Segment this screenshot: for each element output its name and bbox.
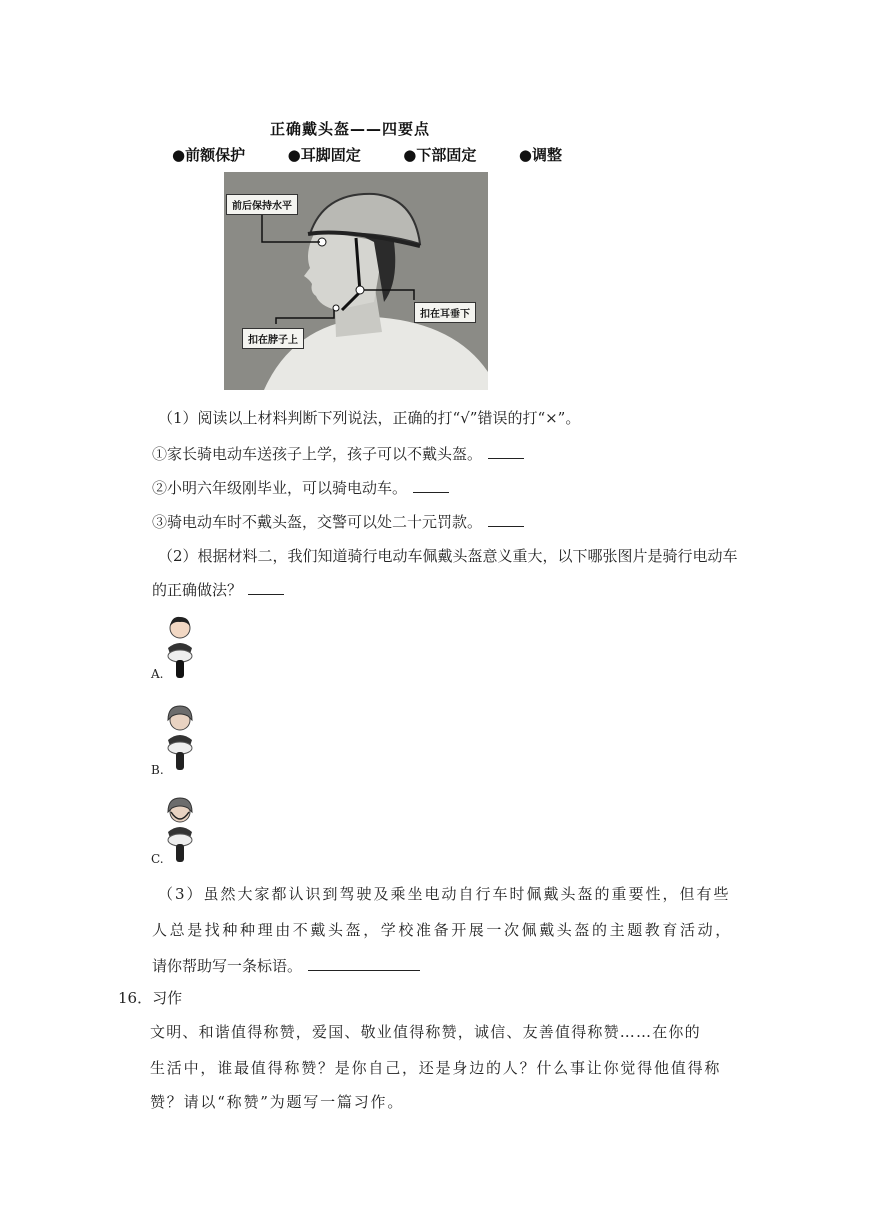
q16-line-2: 生活中，谁最值得称赞？是你自己，还是身边的人？什么事让你觉得他值得称 [150, 1059, 722, 1077]
option-b-image[interactable] [160, 704, 200, 774]
answer-blank-q2[interactable] [248, 580, 284, 595]
q3-line-2: 人总是找种种理由不戴头盔，学校准备开展一次佩戴头盔的主题教育活动， [152, 921, 733, 939]
option-c-label: C. [151, 852, 164, 866]
option-a-image[interactable] [160, 614, 200, 682]
q16-line-1: 文明、和谐值得称赞，爱国、敬业值得称赞，诚信、友善值得称赞……在你的 [150, 1023, 701, 1041]
q1-item-2 [152, 478, 449, 498]
point-ear: ●耳脚固定 [287, 146, 361, 164]
option-a-label: A. [151, 667, 164, 681]
slogan-blank[interactable] [308, 956, 420, 971]
q2-line-2-text: 的正确做法？ [152, 581, 243, 599]
q1-item-2-text: ②小明六年级刚毕业，可以骑电动车。 [152, 479, 408, 497]
helmet-figure [150, 104, 562, 390]
helmet-photo [224, 172, 488, 390]
q1-prompt: （1）阅读以上材料判断下列说法，正确的打“√”错误的打“×”。 [158, 409, 581, 427]
q3-line-3 [152, 956, 420, 976]
q3-line-3-text: 请你帮助写一条标语。 [152, 957, 303, 975]
figure-title: 正确戴头盔——四要点 [270, 120, 431, 138]
q16-heading: 16．习作 [118, 989, 183, 1007]
option-c-image[interactable] [160, 796, 200, 866]
option-b-label: B. [151, 763, 164, 777]
q16-line-3: 赞？请以“称赞”为题写一篇习作。 [150, 1093, 405, 1111]
q1-item-3-text: ③骑电动车时不戴头盔，交警可以处二十元罚款。 [152, 513, 483, 531]
q2-line-1: （2）根据材料二，我们知道骑行电动车佩戴头盔意义重大，以下哪张图片是骑行电动车 [158, 547, 738, 565]
point-chin: ●下部固定 [403, 146, 477, 164]
figure-points [172, 144, 562, 165]
q1-item-1 [152, 444, 524, 464]
answer-blank-1[interactable] [488, 444, 524, 459]
answer-blank-2[interactable] [413, 478, 449, 493]
answer-blank-3[interactable] [488, 512, 524, 527]
q1-item-1-text: ①家长骑电动车送孩子上学，孩子可以不戴头盔。 [152, 445, 483, 463]
callout-ear: 扣在耳垂下 [414, 302, 476, 323]
q3-line-1: （3）虽然大家都认识到驾驶及乘坐电动自行车时佩戴头盔的重要性，但有些 [158, 885, 731, 903]
point-forehead: ●前额保护 [172, 146, 246, 164]
point-adjust: ●调整 [518, 146, 562, 164]
q1-item-3 [152, 512, 524, 532]
callout-level: 前后保持水平 [226, 194, 298, 215]
callout-neck: 扣在脖子上 [242, 328, 304, 349]
q2-line-2 [152, 580, 284, 600]
